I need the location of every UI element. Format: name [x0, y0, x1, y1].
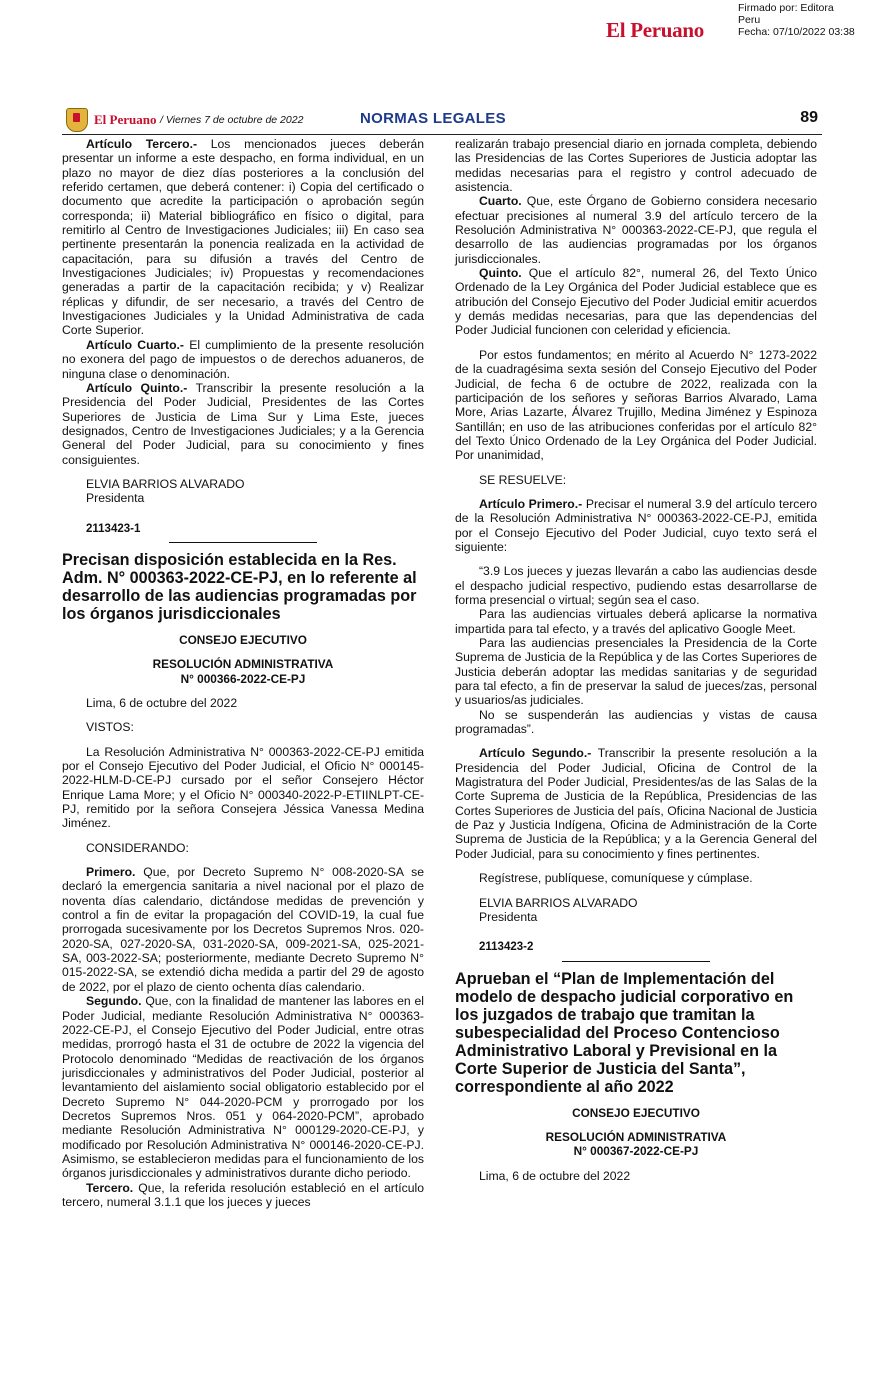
quote-paragraph-4: No se suspenderán las audiencias y vistas de causa programadas”. [455, 707, 817, 737]
publication-code: 2113423-1 [86, 522, 141, 535]
fundamentos-text: Por estos fundamentos; en mérito al Acuerdo N° 1273-2022 de la cuadragésima sexta sesión del Consejo Ejecutivo del Poder Judicial, de fecha 6 de octubre de 2022, realizada con la participación de los señores y señoras Barrios Alvarado, Lama More, Arias Lazarte, Álvarez Trujillo, Medina Jiménez y Espinoza Santillán; en uso de las atribuciones conferidas por el artículo 82° del Texto Único Ordenado de la Ley Orgánica del Poder Judicial. Por unanimidad, [455, 347, 817, 463]
quote-paragraph-1: “3.9 Los jueces y juezas llevarán a cabo las audiencias desde el despacho judicial respectivo, pudiendo estas desarrollarse de forma presencial o virtual; según sea el caso. [455, 564, 817, 607]
considerando-second: Segundo. Que, con la finalidad de mantener las labores en el Poder Judicial, mediante Resolución Administrativa N° 000363-2022-CE-PJ, el Consejo Ejecutivo del Poder Judicial, entre otras medidas, prorrogó hasta el 31 de octubre de 2022 la vigencia del Protocolo denominado “Medidas de reactivación de los órganos jurisdiccionales y administrativos del Poder Judicial, posterior al levantamiento del aislamiento social obligatorio establecido por el Decreto Supremo N° 044-2020-PCM y prorrogado por los Decretos Supremos Nros. 051 y 064-2020-PCM”, aprobado mediante Resolución Administrativa N° 000129-2020-CE-PJ, y modificado por Resolución Administrativa N° 000146-2020-CE-PJ. Asimismo, se establecieron medidas para el funcionamiento de los órganos jurisdiccionales y administrativos durante dicho periodo. [62, 994, 424, 1181]
issuing-body: CONSEJO EJECUTIVO [572, 1105, 700, 1120]
considerando-fourth: Cuarto. Que, este Órgano de Gobierno considera necesario efectuar precisiones al numeral 3.9 del artículo tercero de la Resolución Administrativa N° 000363-2022-CE-PJ, que regula el desarrollo de las audiencias programadas por los órganos jurisdiccionales. [455, 194, 817, 266]
left-column [62, 137, 424, 1209]
resolution-title: RESOLUCIÓN ADMINISTRATIVA [545, 1129, 727, 1144]
right-column [455, 137, 817, 1183]
resuelve-heading: SE RESUELVE: [479, 472, 567, 487]
article-third: Artículo Tercero.- Los mencionados jueces deberán presentar un informe a este despacho, en forma individual, en un plazo no mayor de diez días posteriores a la conclusión del referido certamen, que deberá contener: i) Copia del certificado o documento que acredite la participación o aprobación según corresponda; ii) Material bibliográfico en físico o digital, para remitirlo al Centro de Investigaciones Judiciales; iii) En caso sea pertinente presentarán la ponencia realizada en la actividad de capacitación, para su difusión a través del Centro de Investigaciones Judiciales; iv) Propuestas y recomendaciones generadas a partir de la capacitación recibida; y v) Realizar réplicas y difundir, de ser necesario, a través del Centro de Investigaciones Judiciales y la Unidad Administrativa de cada Corte Superior. [62, 137, 424, 338]
header-date: / Viernes 7 de octubre de 2022 [160, 114, 304, 126]
signed-by: Firmado por: Editora [738, 2, 834, 14]
header-logo: El Peruano [94, 112, 157, 127]
page-number: 89 [800, 109, 818, 126]
quote-paragraph-3: Para las audiencias presenciales la Presidencia de la Corte Suprema de Justicia de la República y de las Cortes Superiores de Justicia deberán adoptar las medidas sanitarias y de seguridad para tal efecto, a fin de preservar la salud de jueces/zas, personal y usuarios/as judiciales. [455, 636, 817, 708]
publication-code: 2113423-2 [479, 941, 534, 954]
considerando-third: Tercero. Que, la referida resolución estableció en el artículo tercero, numeral 3.1.1 que los jueces y jueces [62, 1180, 424, 1209]
vistos-heading: VISTOS: [86, 720, 134, 735]
considerando-fifth: Quinto. Que el artículo 82°, numeral 26, del Texto Único Ordenado de la Ley Orgánica del Poder Judicial establece que es atribución del Consejo Ejecutivo del Poder Judicial emitir acuerdos y demás medidas necesarias, para que las dependencias del Poder Judicial funcionen con celeridad y eficiencia. [455, 266, 817, 338]
article-first: Artículo Primero.- Precisar el numeral 3.9 del artículo tercero de la Resolución Administrativa N° 000363-2022-CE-PJ, emitida por el Consejo Ejecutivo del Poder Judicial, cuyo texto será el siguiente: [455, 496, 817, 554]
page-header [62, 108, 822, 135]
article-fourth: Artículo Cuarto.- El cumplimiento de la presente resolución no exonera del pago de impuestos o de derechos aduaneros, de ninguna clase o denominación. [62, 337, 424, 381]
considerando-heading: CONSIDERANDO: [86, 840, 189, 855]
signatory-name: ELVIA BARRIOS ALVARADO [86, 476, 245, 491]
closing-formula: Regístrese, publíquese, comuníquese y cúmplase. [479, 871, 753, 886]
third-continued: realizarán trabajo presencial diario en jornada completa, debiendo las Presidencias de las Cortes Superiores de Justicia adoptar las medidas necesarias para el registro y control adecuado de asistencia. [455, 137, 817, 195]
article-second: Artículo Segundo.- Transcribir la presente resolución a la Presidencia del Poder Judicial, Oficina de Control de la Magistratura del Poder Judicial, Presidentes/as de las Salas de la Corte Suprema de Justicia de la República, Presidencias de las Cortes Superiores de Justicia del país, Oficina Nacional de Justicia de Paz y Justicia Indígena, Oficina de Administración de la Corte Suprema de Justicia de la República; y a la Gerencia General del Poder Judicial, para su conocimiento y fines pertinentes. [455, 746, 817, 861]
place-date: Lima, 6 de octubre del 2022 [479, 1168, 631, 1183]
coat-of-arms-icon [66, 108, 88, 132]
considerando-first: Primero. Que, por Decreto Supremo N° 008-2020-SA se declaró la emergencia sanitaria a nivel nacional por el plazo de noventa días calendario, dictándose medidas de prevención y control a fin de evitar la propagación del COVID-19, la cual fue prorrogada sucesivamente por los Decretos Supremos Nros. 020-2020-SA, 027-2020-SA, 031-2020-SA, 009-2021-SA, 025-2021-SA, 003-2022-SA; posteriormente, mediante Decreto Supremo N° 015-2022-SA, se extendió dicha medida a partir del 29 de agosto de 2022, por el plazo de ciento ochenta días calendario. [62, 865, 424, 994]
separator-rule [562, 961, 710, 962]
quote-paragraph-2: Para las audiencias virtuales deberá aplicarse la normativa impartida para tal efecto, y a través del aplicativo Google Meet. [455, 607, 817, 636]
signatory-name: ELVIA BARRIOS ALVARADO [479, 895, 638, 910]
digital-signature-stamp [738, 2, 855, 38]
resolution-headline: Precisan disposición establecida en la Res. Adm. N° 000363-2022-CE-PJ, en lo referente al desarrollo de las audiencias programadas por los órganos jurisdiccionales [62, 550, 417, 623]
place-date: Lima, 6 de octubre del 2022 [86, 695, 238, 710]
el-peruano-logo: El Peruano [606, 18, 704, 42]
article-fifth: Artículo Quinto.- Transcribir la presente resolución a la Presidencia del Poder Judicial, Presidentes de las Cortes Superiores de Justicia de Lima Sur y Lima Este, jueces designados, Centro de Investigaciones Judiciales; y a la Gerencia General del Poder Judicial, para su conocimiento y fines consiguientes. [62, 380, 424, 467]
signature-country: Peru [738, 14, 761, 26]
section-title: NORMAS LEGALES [360, 110, 506, 127]
signature-date: Fecha: 07/10/2022 03:38 [738, 26, 855, 38]
issuing-body: CONSEJO EJECUTIVO [179, 632, 307, 647]
separator-rule [169, 542, 317, 543]
resolution-number: N° 000366-2022-CE-PJ [180, 671, 306, 686]
resolution-number: N° 000367-2022-CE-PJ [573, 1144, 699, 1159]
resolution-title: RESOLUCIÓN ADMINISTRATIVA [152, 657, 334, 672]
signatory-title: Presidenta [479, 909, 538, 924]
resolution-headline: Aprueban el “Plan de Implementación del modelo de despacho judicial corporativo en los juzgados de trabajo que tramitan la subespecialidad del Proceso Contencioso Administrativo Laboral y Previsional en la Corte Superior de Justicia del Santa”, correspondiente al año 2022 [455, 969, 794, 1096]
vistos-text: La Resolución Administrativa N° 000363-2022-CE-PJ emitida por el Consejo Ejecutivo del Poder Judicial, el Oficio N° 000145-2022-HLM-D-CE-PJ cursado por el señor Consejero Héctor Enrique Lama More; y el Oficio N° 000340-2022-P-ETIINLPT-CE-PJ, remitido por la señora Consejera Jéssica Vanessa Medina Jiménez. [62, 744, 424, 831]
signatory-title: Presidenta [86, 491, 145, 506]
